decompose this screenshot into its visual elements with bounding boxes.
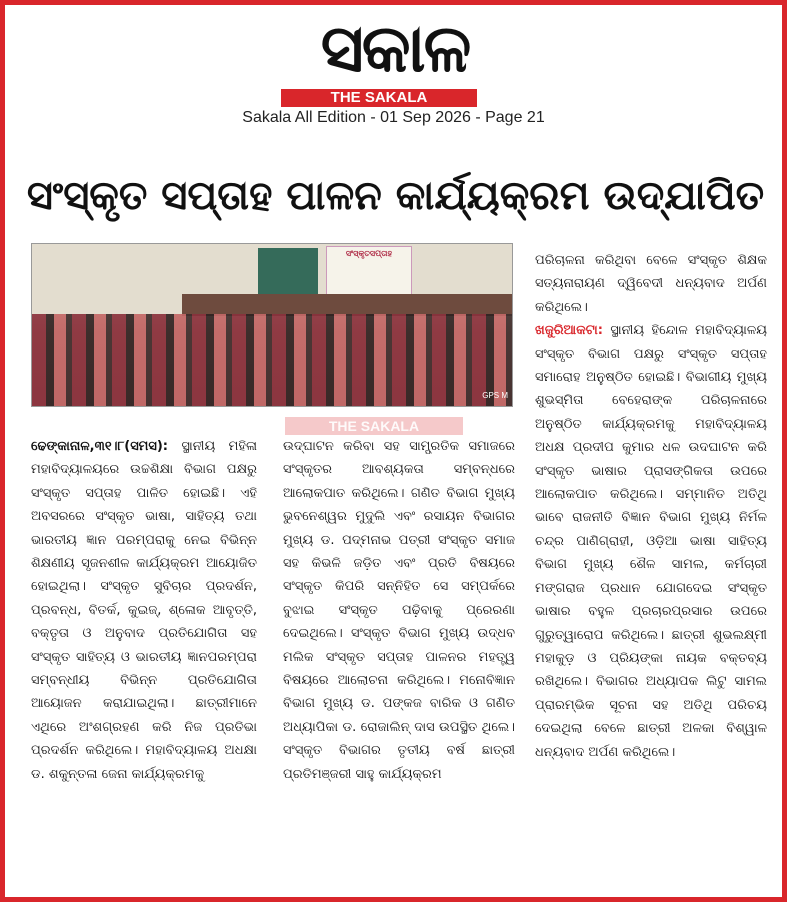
column-3-text-a: ପରିଚାଳନା କରିଥିବା ବେଳେ ସଂସ୍କୃତ ଶିକ୍ଷକ ସତ୍ୟନାରାୟଣ ଦ୍ୱିବେଦୀ ଧନ୍ୟବାଦ ଅର୍ପଣ କରିଥିଲେ।: [535, 253, 767, 315]
photo-credit: GPS M: [482, 391, 508, 400]
photo-audience: [32, 314, 512, 407]
logo-band: THE SAKALA: [281, 89, 477, 107]
article-column-3: [535, 249, 767, 764]
column-1-text: ସ୍ଥାନୀୟ ମହିଳା ମହାବିଦ୍ୟାଳୟରେ ଉଚ୍ଚଶିକ୍ଷା ବିଭାଗ ପକ୍ଷରୁ ସଂସ୍କୃତ ସପ୍ତାହ ପାଳିତ ହୋଇଛି। ଏହି ଅବସରରେ ସଂସ୍କୃତ ଭାଷା, ସାହିତ୍ୟ ତଥା ଭାରତୀୟ ଜ୍ଞାନ ପରମ୍ପରାକୁ ନେଇ ବିଭିନ୍ନ ଶିକ୍ଷଣୀୟ ସୃଜନଶୀଳ କାର୍ଯ୍ୟକ୍ରମ ଆୟୋଜିତ ହୋଇଥିଲା। ସଂସ୍କୃତ ସୁବିଚାର ପ୍ରଦର୍ଶନ, ପ୍ରବନ୍ଧ, ବିତର୍କ, କୁଇଜ୍, ଶ୍ଳୋକ ଆବୃତ୍ତି, ବକ୍ତୃତା ଓ ଅନୁବାଦ ପ୍ରତିଯୋଗିତା ସହ ସଂସ୍କୃତ ସାହିତ୍ୟ ଓ ଭାରତୀୟ ଜ୍ଞାନପରମ୍ପରା ସମ୍ବନ୍ଧୀୟ ବିଭିନ୍ନ ପ୍ରତିଯୋଗିତା ଆୟୋଜନ କରାଯାଇଥିଲା। ଛାତ୍ରୀମାନେ ଏଥିରେ ଅଂଶଗ୍ରହଣ କରି ନିଜ ପ୍ରତିଭା ପ୍ରଦର୍ଶନ କରିଥିଲେ। ମହାବିଦ୍ୟାଳୟ ଅଧକ୍ଷା ଡ. ଶକୁନ୍ତଳା ଜେନା କାର୍ଯ୍ୟକ୍ରମକୁ: [31, 439, 257, 782]
column-3-text-b: ସ୍ଥାନୀୟ ହିନ୍ଦୋଳ ମହାବିଦ୍ୟାଳୟ ସଂସ୍କୃତ ବିଭାଗ ପକ୍ଷରୁ ସଂସ୍କୃତ ସପ୍ତାହ ସମାରୋହ ଅନୁଷ୍ଠିତ ହୋଇଛି। ବିଭାଗୀୟ ମୁଖ୍ୟ ଶୁଭସ୍ମିତା ବେହେରାଙ୍କ ପରିଚାଳନାରେ ଅନୁଷ୍ଠିତ କାର୍ଯ୍ୟକ୍ରମକୁ ମହାବିଦ୍ୟାଳୟ ଅଧକ୍ଷ ପ୍ରଦୀପ କୁମାର ଧଳ ଉଦଘାଟନ କରି ସଂସ୍କୃତ ଭାଷାର ପ୍ରାସଙ୍ଗିକତା ଉପରେ ଆଲୋକପାତ କରିଥିଲେ। ସମ୍ମାନିତ ଅତିଥି ଭାବେ ରାଜନୀତି ବିଜ୍ଞାନ ବିଭାଗ ମୁଖ୍ୟ ନିର୍ମଳ ଚନ୍ଦ୍ର ପାଣିଗ୍ରାହୀ, ଓଡ଼ିଆ ଭାଷା ସାହିତ୍ୟ ବିଭାଗ ମୁଖ୍ୟ ଶୈଳ ସାମଲ, କର୍ମଚାରୀ ମଙ୍ଗରାଜ ପ୍ରଧାନ ଯୋଗଦେଇ ସଂସ୍କୃତ ଭାଷାର ବହୁଳ ପ୍ରଚାରପ୍ରସାର ଉପରେ ଗୁରୁତ୍ୱାରୋପ କରିଥିଲେ। ଛାତ୍ରୀ ଶୁଭଲକ୍ଷ୍ମୀ ମହାକୁଡ଼ ଓ ପ୍ରିୟଙ୍କା ନାୟକ ବକ୍ତବ୍ୟ ରଖିଥିଲେ। ବିଭାଗର ଅଧ୍ୟାପକ ଲିଟୁ ସାମଲ ପ୍ରାରମ୍ଭିକ ସୂଚନା ସହ ଅତିଥି ପରିଚୟ ଦେଇଥିଲା ବେଳେ ଛାତ୍ରୀ ଅଳକା ବିଶ୍ୱାଳ ଧନ୍ୟବାଦ ଅର୍ପଣ କରିଥିଲେ।: [535, 323, 767, 760]
masthead: [5, 10, 782, 106]
edition-line: Sakala All Edition - 01 Sep 2026 - Page 21: [242, 109, 545, 126]
watermark-logo: THE SAKALA: [285, 417, 463, 435]
article-headline: ସଂସ୍କୃତ ସପ୍ତାହ ପାଳନ କାର୍ଯ୍ୟକ୍ରମ ଉଦ୍‌ଯାପିତ: [26, 173, 765, 219]
article-photo: [31, 243, 513, 407]
column-2-text: ଉଦ୍‌ଘାଟନ କରିବା ସହ ସାମ୍ପ୍ରତିକ ସମାଜରେ ସଂସ୍କୃତର ଆବଶ୍ୟକତା ସମ୍ବନ୍ଧରେ ଆଲୋକପାତ କରିଥିଲେ। ଗଣିତ ବିଭାଗ ମୁଖ୍ୟ ଭୁବନେଶ୍ୱର ମୁଦୁଲି ଏବଂ ରସାୟନ ବିଭାଗର ମୁଖ୍ୟ ଡ. ପଦ୍ମନାଭ ପତ୍ରୀ ସଂସ୍କୃତ ସମାଜ ସହ କିଭଳି ଜଡ଼ିତ ଏବଂ ପ୍ରତି ବିଷୟରେ ସଂସ୍କୃତ କିପରି ସନ୍ନିହିତ ସେ ସମ୍ପର୍କରେ ବୁଝାଇ ସଂସ୍କୃତ ପଢ଼ିବାକୁ ପ୍ରେରଣା ଦେଇଥିଲେ। ସଂସ୍କୃତ ବିଭାଗ ମୁଖ୍ୟ ଉଦ୍ଧବ ମଲିକ ସଂସ୍କୃତ ସପ୍ତାହ ପାଳନର ମହତ୍ତ୍ୱ ବିଷୟରେ ଆଲୋଚନା କରିଥିଲେ। ମନୋବିଜ୍ଞାନ ବିଭାଗ ମୁଖ୍ୟ ଡ. ପଙ୍କଜ ବାରିକ ଓ ଗଣିତ ଅଧ୍ୟାପିକା ଡ. ରୋଜାଲିନ୍ ଦାସ ଉପସ୍ଥିତ ଥିଲେ। ସଂସ୍କୃତ ବିଭାଗର ତୃତୀୟ ବର୍ଷ ଛାତ୍ରୀ ପ୍ରତିମଞ୍ଜରୀ ସାହୁ କାର୍ଯ୍ୟକ୍ରମ: [283, 439, 515, 782]
article-column-2: [283, 435, 515, 786]
dateline: ଢେଙ୍କାନାଳ,୩୧।୮(ସମସ):: [31, 439, 169, 454]
article-column-1: [31, 435, 257, 786]
photo-stage: [182, 294, 512, 316]
newspaper-logo: ସକାଳ: [320, 10, 470, 87]
photo-banner: ସଂସ୍କୃତସପ୍ତାହ: [326, 246, 412, 296]
place-lead: ଖଜୁରିଆକଟା:: [535, 323, 603, 339]
